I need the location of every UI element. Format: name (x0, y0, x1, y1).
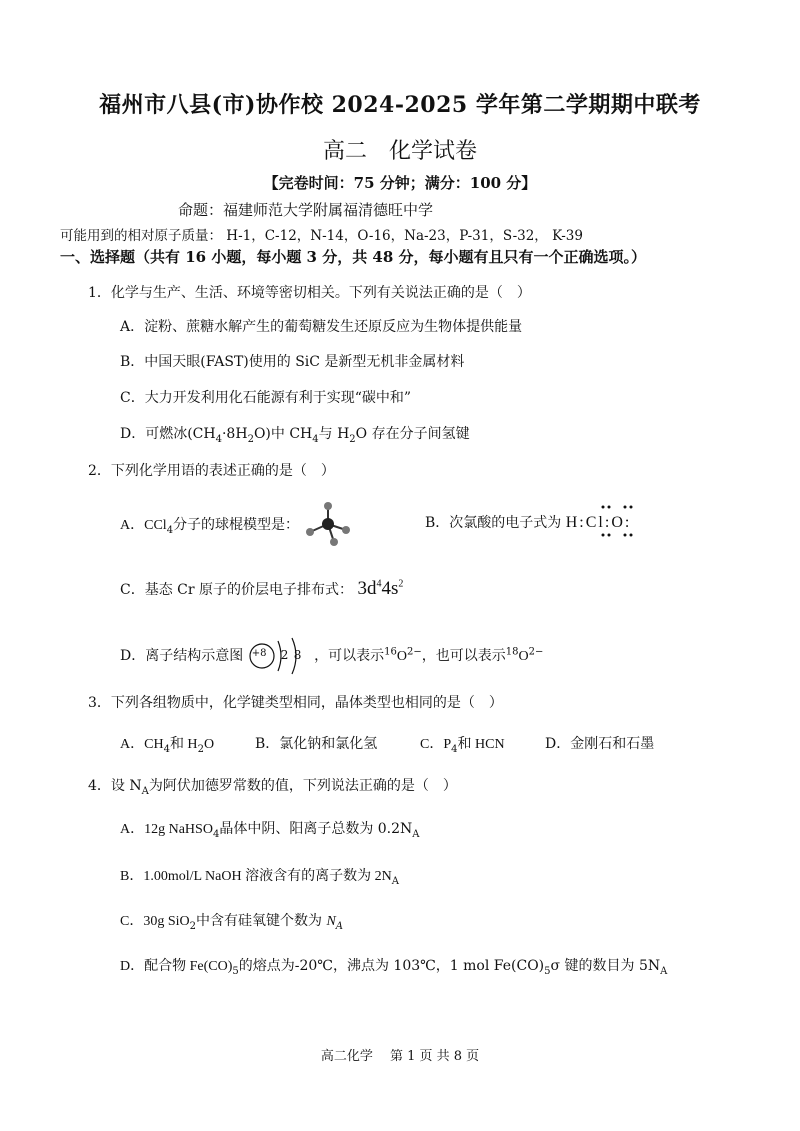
question-3-option-d: D．金刚石和石墨 (545, 736, 655, 752)
ion-structure-diagram: +8 2 8 (248, 636, 310, 676)
question-2-option-d: D．离子结构示意图 +8 2 8 ，可以表示$^{16}O^{2-}$，也可以表示$^{18}O^{2-}$ (120, 636, 543, 676)
ball-stick-model-icon (304, 502, 354, 548)
question-1-stem: 1．化学与生产、生活、环境等密切相关。下列有关说法正确的是（ ） (88, 285, 531, 301)
question-3-stem: 3．下列各组物质中，化学键类型相同，晶体类型也相同的是（ ） (88, 695, 503, 711)
question-1-option-b: B．中国天眼(FAST)使用的 SiC 是新型无机非金属材料 (120, 354, 465, 370)
question-1-option-a: A．淀粉、蔗糖水解产生的葡萄糖发生还原反应为生物体提供能量 (120, 319, 523, 335)
question-1-option-c: C．大力开发利用化石能源有利于实现“碳中和” (120, 390, 412, 406)
atomic-masses: 可能用到的相对原子质量： H-1，C-12，N-14，O-16，Na-23，P-31，S-32， K-39 (60, 228, 583, 244)
electron-dots-icon (585, 504, 645, 538)
exam-title: 福州市八县(市)协作校 2024-2025 学年第二学期期中联考 (99, 92, 701, 118)
question-4-option-c: C．30g SiO$_2$中含有硅氧键个数为 $N_A$ (120, 913, 344, 932)
page-footer: 高二化学 第 1 页 共 8 页 (320, 1049, 480, 1064)
exam-subtitle: 高二 化学试卷 (322, 139, 477, 164)
exam-author: 命题：福建师范大学附属福清德旺中学 (178, 201, 434, 219)
section-heading: 一、选择题（共有 16 小题，每小题 3 分，共 48 分，每小题有且只有一个正确选项。） (60, 248, 647, 266)
exam-info: 【完卷时间：75 分钟；满分：100 分】 (263, 174, 537, 192)
electron-formula: H:Cl:O: (565, 514, 632, 531)
question-3-option-a: A．$CH_4$和 $H_2O$ (120, 737, 215, 755)
question-2-stem: 2．下列化学用语的表述正确的是（ ） (88, 463, 335, 479)
question-3-option-c: C．$P_4$和 HCN (420, 737, 505, 755)
question-4-option-a: A．12g NaHSO$_4$晶体中阴、阳离子总数为 $0.2N_A$ (120, 821, 420, 840)
question-4-stem: 4．设 $N_A$为阿伏加德罗常数的值，下列说法正确的是（ ） (88, 778, 457, 797)
question-1-option-d: D．可燃冰$(CH_4\cdot 8H_2O)$中 $CH_4$与 $H_2O$ 存在分子间氢键 (120, 426, 470, 445)
electron-configuration: $3d^44s^2$ (357, 578, 404, 599)
question-4-option-b: B．1.00mol/L NaOH 溶液含有的离子数为 $2N_A$ (120, 869, 399, 887)
question-2-option-a: A．CCl$_4$分子的球棍模型是： (120, 502, 354, 548)
question-3-option-b: B．氯化钠和氯化氢 (255, 736, 378, 752)
question-2-option-b: B．次氯酸的电子式为 H:Cl:O: (425, 512, 631, 532)
question-4-option-d: D．配合物 $Fe(CO)_5$的熔点为-20℃，沸点为 103℃，1 mol $Fe(CO)_5\sigma$ 键的数目为 $5N_A$ (120, 958, 668, 977)
question-2-option-c: C．基态 Cr 原子的价层电子排布式： $3d^44s^2$ (120, 578, 404, 599)
